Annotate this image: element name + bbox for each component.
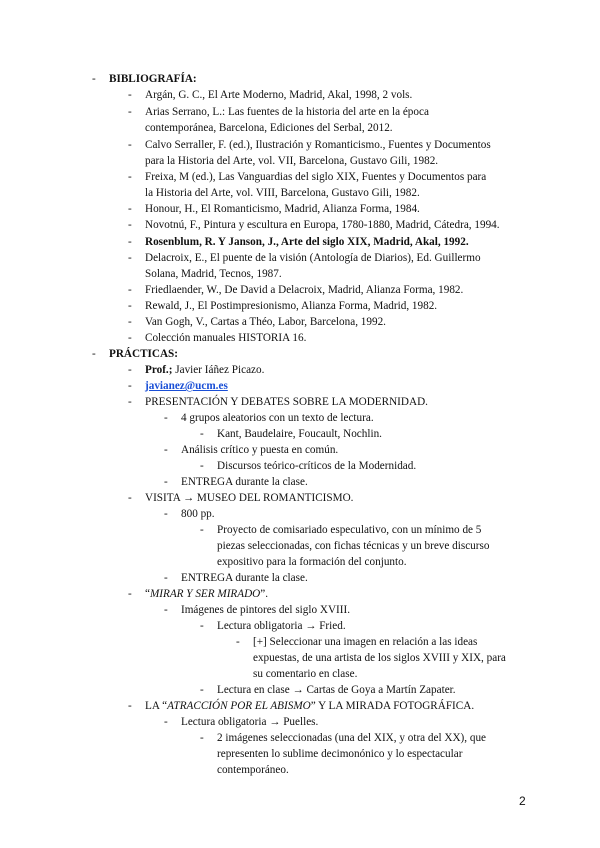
bullet-dash: - xyxy=(164,604,168,616)
bullet-dash: - xyxy=(128,139,132,151)
bullet-dash: - xyxy=(128,284,132,296)
section-heading-bibliografia: BIBLIOGRAFÍA: xyxy=(109,73,197,85)
practice-subsubitem: Discursos teórico-críticos de la Modernidad. xyxy=(217,460,417,472)
bullet-dash: - xyxy=(128,252,132,264)
bib-item: Argán, G. C., El Arte Moderno, Madrid, Akal, 1998, 2 vols. xyxy=(145,89,413,101)
practice-level4: [+] Seleccionar una imagen en relación a las ideas xyxy=(253,636,478,648)
practice-subsubitem: Lectura obligatoria → Fried. xyxy=(217,620,346,632)
practice-subsubitem: Kant, Baudelaire, Foucault, Nochlin. xyxy=(217,428,382,440)
bib-item: Friedlaender, W., De David a Delacroix, Madrid, Alianza Forma, 1982. xyxy=(145,284,464,296)
bullet-dash: - xyxy=(164,476,168,488)
practice-subsubitem: 2 imágenes seleccionadas (una del XIX, y otra del XX), que xyxy=(217,732,487,744)
page-number: 2 xyxy=(519,794,526,808)
bullet-dash: - xyxy=(128,316,132,328)
professor-line xyxy=(145,362,264,379)
quote-open: “ xyxy=(145,588,150,600)
bib-item: Freixa, M (ed.), Las Vanguardias del siglo XIX, Fuentes y Documentos para xyxy=(145,171,487,183)
bullet-dash: - xyxy=(128,219,132,231)
bullet-dash: - xyxy=(200,428,204,440)
bullet-dash: - xyxy=(128,203,132,215)
bib-item-bold: Rosenblum, R. Y Janson, J., Arte del siglo XIX, Madrid, Akal, 1992. xyxy=(145,236,469,248)
bib-item: Van Gogh, V., Cartas a Théo, Labor, Barcelona, 1992. xyxy=(145,316,386,328)
bullet-dash: - xyxy=(128,106,132,118)
practice-level4-cont: expuestas, de una artista de los siglos XVIII y XIX, para xyxy=(253,652,506,664)
quote-close: ”. xyxy=(260,588,269,600)
practice-subsubitem-cont: contemporáneo. xyxy=(217,764,289,776)
bullet-dash: - xyxy=(236,636,240,648)
bullet-dash: - xyxy=(164,444,168,456)
bullet-dash: - xyxy=(128,492,132,504)
bullet-dash: - xyxy=(200,684,204,696)
practice-subsubitem-cont: piezas seleccionadas, con fichas técnicas y un breve discurso xyxy=(217,540,490,552)
abismo-prefix: LA “ xyxy=(145,700,168,712)
bullet-dash: - xyxy=(164,572,168,584)
bullet-dash: - xyxy=(92,73,96,85)
professor-label: Prof.; xyxy=(145,364,173,376)
section-heading-practicas: PRÁCTICAS: xyxy=(109,348,178,360)
email-link[interactable]: javianez@ucm.es xyxy=(145,380,228,392)
bib-item: Colección manuales HISTORIA 16. xyxy=(145,332,307,344)
bullet-dash: - xyxy=(92,348,96,360)
bullet-dash: - xyxy=(128,236,132,248)
bullet-dash: - xyxy=(128,89,132,101)
practice-level4-cont: su comentario en clase. xyxy=(253,668,358,680)
bullet-dash: - xyxy=(164,412,168,424)
bullet-dash: - xyxy=(128,364,132,376)
practice-subsubitem-cont: expositivo para la formación del conjunto. xyxy=(217,556,407,568)
bib-item: Honour, H., El Romanticismo, Madrid, Alianza Forma, 1984. xyxy=(145,203,420,215)
bullet-dash: - xyxy=(128,332,132,344)
practice-item-mirar xyxy=(145,586,268,603)
practice-subitem: ENTREGA durante la clase. xyxy=(181,572,308,584)
bullet-dash: - xyxy=(164,508,168,520)
practice-subitem: Análisis crítico y puesta en común. xyxy=(181,444,339,456)
bib-item: Calvo Serraller, F. (ed.), Ilustración y Romanticismo., Fuentes y Documentos xyxy=(145,139,491,151)
practice-item: VISITA → MUSEO DEL ROMANTICISMO. xyxy=(145,492,354,504)
abismo-suffix: ” Y LA MIRADA FOTOGRÁFICA. xyxy=(310,700,475,712)
practice-subitem: 4 grupos aleatorios con un texto de lectura. xyxy=(181,412,374,424)
professor-name: Javier Iáñez Picazo. xyxy=(172,364,265,376)
bullet-dash: - xyxy=(128,396,132,408)
practice-item-abismo xyxy=(145,698,474,715)
bib-item-cont: la Historia del Arte, vol. VIII, Barcelona, Gustavo Gili, 1982. xyxy=(145,187,420,199)
practice-subitem: 800 pp. xyxy=(181,508,215,520)
practice-subitem: Lectura obligatoria → Puelles. xyxy=(181,716,319,728)
practice-item: PRESENTACIÓN Y DEBATES SOBRE LA MODERNIDAD. xyxy=(145,396,428,408)
bib-item-cont: contemporánea, Barcelona, Ediciones del Serbal, 2012. xyxy=(145,122,393,134)
practice-subitem: ENTREGA durante la clase. xyxy=(181,476,308,488)
practice-subsubitem: Proyecto de comisariado especulativo, con un mínimo de 5 xyxy=(217,524,482,536)
bib-item: Novotnú, F., Pintura y escultura en Europa, 1780-1880, Madrid, Cátedra, 1994. xyxy=(145,219,500,231)
italic-title: ATRACCIÓN POR EL ABISMO xyxy=(167,700,311,712)
practice-subsubitem: Lectura en clase → Cartas de Goya a Martín Zapater. xyxy=(217,684,456,696)
practice-subitem: Imágenes de pintores del siglo XVIII. xyxy=(181,604,351,616)
bullet-dash: - xyxy=(128,300,132,312)
bullet-dash: - xyxy=(200,732,204,744)
bib-item: Delacroix, E., El puente de la visión (Antología de Diarios), Ed. Guillermo xyxy=(145,252,481,264)
bib-item-cont: Solana, Madrid, Tecnos, 1987. xyxy=(145,268,282,280)
bullet-dash: - xyxy=(128,380,132,392)
practice-subsubitem-cont: representen lo sublime decimonónico y lo espectacular xyxy=(217,748,463,760)
bullet-dash: - xyxy=(200,460,204,472)
bullet-dash: - xyxy=(200,524,204,536)
bullet-dash: - xyxy=(128,700,132,712)
bullet-dash: - xyxy=(128,588,132,600)
bib-item: Arias Serrano, L.: Las fuentes de la historia del arte en la época xyxy=(145,106,429,118)
italic-title: MIRAR Y SER MIRADO xyxy=(149,588,261,600)
bullet-dash: - xyxy=(128,171,132,183)
bullet-dash: - xyxy=(200,620,204,632)
bib-item: Rewald, J., El Postimpresionismo, Alianza Forma, Madrid, 1982. xyxy=(145,300,438,312)
bib-item-cont: para la Historia del Arte, vol. VII, Barcelona, Gustavo Gili, 1982. xyxy=(145,155,439,167)
bullet-dash: - xyxy=(164,716,168,728)
